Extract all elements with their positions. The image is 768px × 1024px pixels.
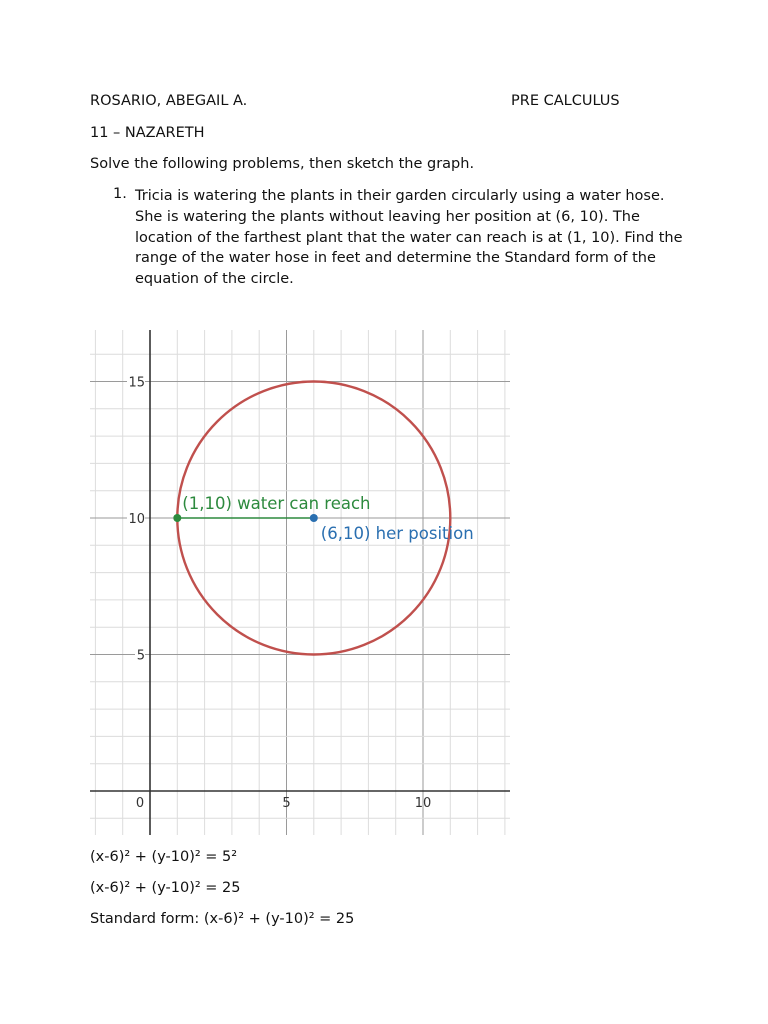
section-label: 11 – NAZARETH: [90, 125, 205, 141]
x-tick-label: 0: [135, 796, 145, 811]
point-label: (1,10) water can reach: [182, 494, 371, 513]
subject-label: PRE CALCULUS: [511, 93, 620, 109]
problem-text: Tricia is watering the plants in their garden circularly using a water hose. She is watering the plants without leaving her position at (6, 10). The location of the farthest plant that the water can reach is at (1, 10). Find the range of the water hose in feet and determine the Standard form of the equation of the circle.: [135, 188, 683, 288]
point-label: (6,10) her position: [320, 524, 474, 543]
standard-form: Standard form: (x-6)² + (y-10)² = 25: [90, 911, 355, 927]
y-tick-label: 10: [128, 512, 145, 527]
x-tick-label: 5: [282, 796, 291, 811]
y-tick-label: 15: [128, 375, 145, 391]
instructions: Solve the following problems, then sketch the graph.: [90, 156, 475, 172]
solution-line-1: (x-6)² + (y-10)² = 5²: [90, 849, 238, 865]
student-name: ROSARIO, ABEGAIL A.: [90, 93, 248, 109]
x-tick-label: 10: [414, 796, 432, 811]
circle-graph: [90, 330, 510, 835]
y-tick-label: 5: [136, 648, 145, 664]
solution-line-2: (x-6)² + (y-10)² = 25: [90, 880, 241, 896]
data-point: [310, 514, 318, 522]
data-point: [173, 514, 181, 522]
problem-number: 1.: [113, 186, 127, 202]
